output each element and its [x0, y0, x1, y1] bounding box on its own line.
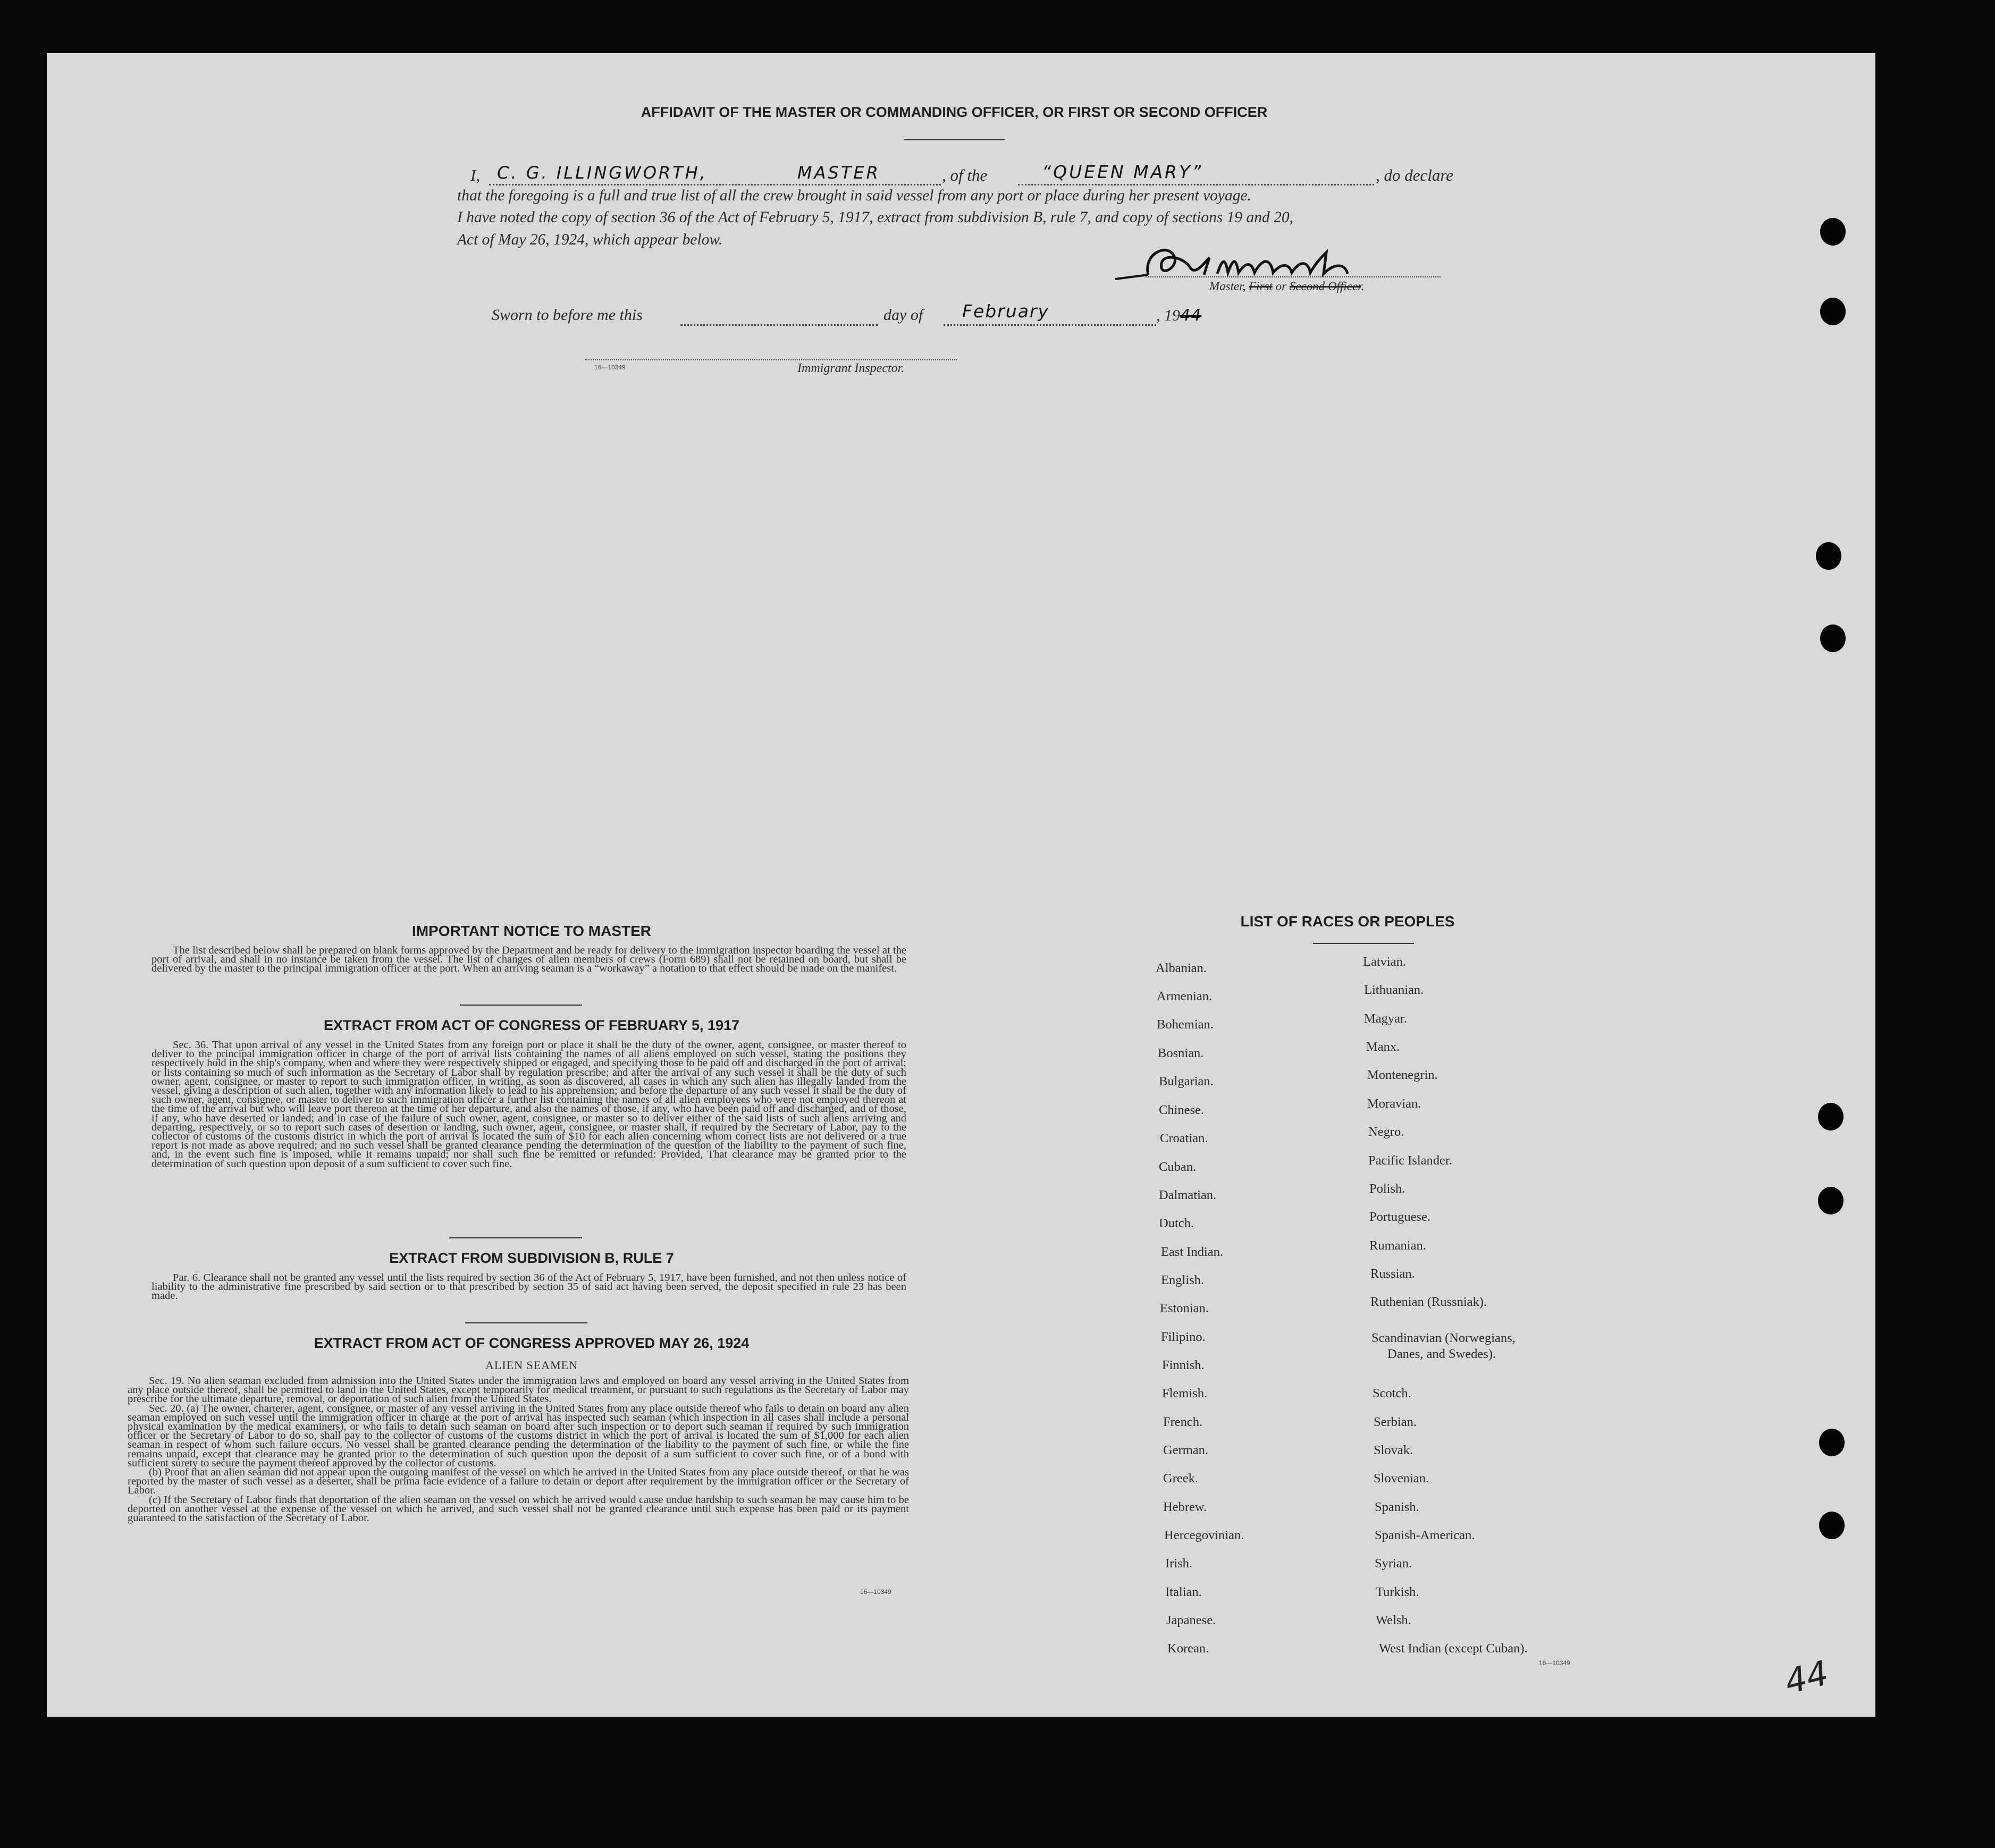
races-divider: [1313, 943, 1414, 944]
race-entry: Slovenian.: [1374, 1471, 1429, 1486]
affidavit-form-number: 16—10349: [594, 364, 626, 371]
notice-text: [151, 946, 906, 974]
race-entry: Irish.: [1165, 1556, 1193, 1571]
sworn-year: [1156, 306, 1201, 325]
race-entry: Serbian.: [1374, 1415, 1417, 1429]
race-entry: Filipino.: [1161, 1330, 1206, 1344]
race-entry: Japanese.: [1166, 1613, 1216, 1627]
extract-1917-text: [151, 1041, 906, 1169]
subdivision-b-text: [151, 1273, 906, 1301]
vessel-fill-line: [1018, 184, 1374, 185]
master-signature: [1111, 242, 1387, 284]
sworn-month: February: [962, 301, 1050, 322]
do-declare-label: , do declare: [1376, 166, 1454, 184]
affidavit-line-4: Act of May 26, 1924, which appear below.: [457, 231, 723, 248]
affidavit-title: AFFIDAVIT OF THE MASTER OR COMMANDING OFFICER, OR FIRST OR SECOND OFFICER: [641, 104, 1268, 120]
race-entry: Syrian.: [1375, 1556, 1412, 1571]
signer-end: .: [1361, 280, 1365, 293]
signature-fill-line: [1146, 276, 1441, 277]
race-entry: French.: [1163, 1415, 1203, 1429]
race-entry: Scotch.: [1373, 1386, 1411, 1400]
signer-title: [1209, 280, 1364, 293]
race-entry: Pacific Islander.: [1368, 1153, 1452, 1168]
race-entry: Hebrew.: [1163, 1500, 1207, 1514]
day-of-label: day of: [883, 306, 923, 324]
race-entry: Greek.: [1163, 1471, 1198, 1486]
binder-hole: [1818, 1187, 1844, 1214]
binder-hole: [1818, 1103, 1844, 1130]
race-entry: Hercegovinian.: [1164, 1528, 1244, 1542]
of-the-label: , of the: [942, 166, 988, 184]
extract-1924-text: [128, 1377, 909, 1523]
races-title: LIST OF RACES OR PEOPLES: [1240, 913, 1455, 930]
race-entry: Negro.: [1368, 1125, 1404, 1139]
inspector-label: Immigrant Inspector.: [797, 361, 905, 375]
binder-hole: [1820, 625, 1846, 652]
binder-hole: [1816, 542, 1841, 570]
race-entry: Welsh.: [1376, 1613, 1411, 1627]
signer-first: First: [1249, 280, 1273, 293]
affidavit-line-3: I have noted the copy of section 36 of the Act of February 5, 1917, extract from subdivision B, rule 7, and copy of sections 19 and 20,: [457, 209, 1294, 226]
section-20b-paragraph: (b) Proof that an alien seaman did not appear upon the outgoing manifest of the vessel on which he arrived in the United States from any place outside thereof, or that he was reported by the master of such vessel as a deserter, shall be prima facie evidence of a failure to detain or deport after requirement by the immigration officer or the Secretary of Labor.: [128, 1466, 909, 1497]
title-divider: [904, 139, 1005, 140]
binder-hole: [1819, 1512, 1845, 1539]
race-entry: Portuguese.: [1369, 1210, 1430, 1224]
race-entry: English.: [1161, 1273, 1204, 1287]
race-entry: Bohemian.: [1157, 1017, 1214, 1032]
race-entry: Korean.: [1167, 1641, 1209, 1656]
race-entry: German.: [1163, 1443, 1209, 1457]
sworn-label: Sworn to before me this: [492, 306, 643, 324]
race-entry: Manx.: [1366, 1040, 1400, 1054]
race-entry: Dalmatian.: [1159, 1188, 1217, 1202]
signer-or: or: [1275, 280, 1287, 293]
race-entry: Russian.: [1370, 1267, 1415, 1281]
race-entry: East Indian.: [1161, 1245, 1224, 1259]
signer-master: Master,: [1209, 280, 1246, 293]
extract-1924-form-number: 16—10349: [860, 1588, 891, 1596]
race-entry: Bulgarian.: [1159, 1074, 1214, 1088]
race-entry: Lithuanian.: [1364, 983, 1424, 997]
race-entry: Slovak.: [1374, 1443, 1413, 1457]
notice-divider: [460, 1005, 582, 1006]
sworn-month-line: [944, 324, 1156, 326]
race-entry: Bosnian.: [1158, 1046, 1204, 1060]
race-entry: Polish.: [1369, 1182, 1405, 1196]
subdivision-b-title: EXTRACT FROM SUBDIVISION B, RULE 7: [389, 1250, 674, 1266]
master-name: C. G. ILLINGWORTH,: [497, 163, 708, 183]
race-entry: Rumanian.: [1369, 1238, 1426, 1253]
extract-1917-title: EXTRACT FROM ACT OF CONGRESS OF FEBRUARY 5, 1917: [323, 1017, 740, 1033]
alien-seamen-subtitle: ALIEN SEAMEN: [485, 1358, 578, 1372]
race-entry: Danes, and Swedes).: [1387, 1347, 1496, 1361]
binder-hole: [1819, 1429, 1845, 1456]
race-entry: Armenian.: [1157, 989, 1213, 1003]
race-entry: Finnish.: [1162, 1358, 1205, 1372]
race-entry: Latvian.: [1363, 955, 1406, 969]
vessel-name: “QUEEN MARY”: [1042, 162, 1203, 182]
race-entry: Montenegrin.: [1367, 1068, 1438, 1082]
race-entry: Croatian.: [1160, 1131, 1208, 1145]
race-entry: Albanian.: [1156, 961, 1207, 975]
race-entry: Flemish.: [1162, 1386, 1208, 1400]
inspector-signature-line: [585, 359, 957, 360]
extract-1917-divider: [449, 1237, 582, 1238]
races-form-number: 16—10349: [1539, 1659, 1570, 1667]
page-number-annotation: 44: [1781, 1653, 1833, 1702]
notice-title: IMPORTANT NOTICE TO MASTER: [411, 923, 652, 939]
sworn-day-line: [680, 324, 878, 326]
race-entry: West Indian (except Cuban).: [1379, 1641, 1528, 1656]
affidavit-pronoun: I,: [470, 166, 481, 184]
year-prefix: , 19: [1156, 307, 1180, 324]
notice-paragraph: The list described below shall be prepared on blank forms approved by the Department and be ready for delivery to the immigration inspector boarding the vessel at the port of arrival, and shall in no instance be taken from the vessel. The list of changes of alien members of crews (Form 689) shall not be retained on board, but shall be delivered by the master to the principal immigration officer at the port. When an arriving seaman is a “workaway” a notation to that effect should be made on the manifest.: [151, 944, 906, 975]
section-20c-paragraph: (c) If the Secretary of Labor finds that deportation of the alien seaman on the vessel on which he arrived would cause undue hardship to such seaman he may cause him to be deported on another vessel at the expense of the vessel on which he arrived, and such vessel shall not be granted clearance until such expense has been paid or its payment guaranteed to the satisfaction of the Secretary of Labor.: [128, 1493, 909, 1524]
section-20a-paragraph: Sec. 20. (a) The owner, charterer, agent, consignee, or master of any vessel arriving in the United States from any place outside thereof who fails to detain on board any alien seaman employed on such vessel until the immigration officer in charge at the port of arrival has inspected such seaman (which inspection in all cases shall include a personal physical examination by the medical examiners), or who fails to detain such seaman on board after such inspection or to deport such seaman if required by such immigration officer or the Secretary of Labor to do so, shall pay to the collector of customs of the customs district in which the port of arrival is located the sum of $1,000 for each alien seaman in respect of whom such failure occurs. No vessel shall be granted clearance pending the determination of the liability to the payment of such fine, or while the fine remains unpaid, except that clearance may be granted prior to the determination of such question upon the deposit of a sum sufficient to cover such fine, or of a bond with sufficient surety to secure the payment thereof approved by the collector of customs.: [128, 1402, 909, 1469]
race-entry: Scandinavian (Norwegians,: [1371, 1331, 1516, 1345]
affidavit-line-2: that the foregoing is a full and true list of all the crew brought in said vessel from any port or place during her present voyage.: [457, 187, 1251, 204]
section-19-paragraph: Sec. 19. No alien seaman excluded from admission into the United States under the immigration laws and employed on board any vessel arriving in the United States from any place outside thereof, shall be permitted to land in the United States, except temporarily for medical treatment, or pursuant to such regulations as the Secretary of Labor may prescribe for the ultimate departure, removal, or deportation of such alien from the United States.: [128, 1375, 909, 1405]
race-entry: Magyar.: [1364, 1011, 1407, 1026]
race-entry: Ruthenian (Russniak).: [1370, 1295, 1487, 1309]
rule-7-paragraph: Par. 6. Clearance shall not be granted any vessel until the lists required by section 36 of the Act of February 5, 1917, have been furnished, and not then unless notice of liability to the administrative fine prescribed by said section or to that prescribed by section 35 of said act having been served, the deposit specified in rule 23 has been made.: [151, 1272, 906, 1302]
race-entry: Spanish-American.: [1375, 1528, 1475, 1542]
subdivision-b-divider: [465, 1322, 587, 1323]
race-entry: Cuban.: [1159, 1160, 1197, 1174]
race-entry: Turkish.: [1376, 1585, 1419, 1599]
section-36-paragraph: Sec. 36. That upon arrival of any vessel in the United States from any foreign port or place it shall be the duty of the owner, agent, consignee, or master thereof to deliver to the principal immigration officer in charge of the port of arrival lists containing the names of all aliens employed on such vessel, stating the positions they respectively hold in the ship's company, when and where they were respectively shipped or engaged, and specifying those to be paid off and discharged in the port of arrival; or lists containing so much of such information as the Secretary of Labor shall by regulation prescribe; and after the arrival of any such vessel it shall be the duty of such owner, agent, consignee, or master to report to such immigration officer, in writing, as soon as discovered, all cases in which any such alien has illegally landed from the vessel, giving a description of such alien, together with any information likely to lead to his apprehension; and before the departure of any such vessel it shall be the duty of such owner, agent, consignee, or master to deliver to such immigration officer a further list containing the names of all alien employees who were not employed thereon at the time of the arrival but who will leave port thereon at the time of her departure, and also the names of those, if any, who have been paid off and discharged, and of those, if any, who have deserted or landed; and in case of the failure of such owner, agent, consignee, or master so to deliver either of the said lists of such aliens arriving and departing, respectively, or so to report such cases of desertion or landing, such owner, agent, consignee, or master shall, if required by the Secretary of Labor, pay to the collector of customs of the customs district in which the port of arrival is located the sum of $10 for each alien concerning whom correct lists are not delivered or a true report is not made as above required; and no such vessel shall be granted clearance pending the determination of the question of the liability to the payment of such fine, and, in the event such fine is imposed, while it remains unpaid; nor shall such fine be remitted or refunded: Provided, That clearance may be granted prior to the determination of such question upon deposit of a sum sufficient to cover such fine.: [151, 1039, 906, 1170]
name-fill-line: [489, 184, 941, 185]
master-rank: MASTER: [797, 163, 880, 183]
race-entry: Chinese.: [1159, 1103, 1205, 1117]
race-entry: Estonian.: [1160, 1301, 1209, 1315]
binder-hole: [1820, 218, 1846, 246]
signer-second: Second Officer: [1289, 280, 1361, 293]
race-entry: Spanish.: [1375, 1500, 1419, 1514]
race-entry: Dutch.: [1159, 1216, 1194, 1230]
race-entry: Moravian.: [1367, 1096, 1421, 1111]
binder-hole: [1820, 298, 1846, 325]
year-suffix: 44: [1180, 306, 1202, 325]
extract-1924-title: EXTRACT FROM ACT OF CONGRESS APPROVED MAY 26, 1924: [314, 1335, 750, 1351]
race-entry: Italian.: [1165, 1585, 1202, 1599]
